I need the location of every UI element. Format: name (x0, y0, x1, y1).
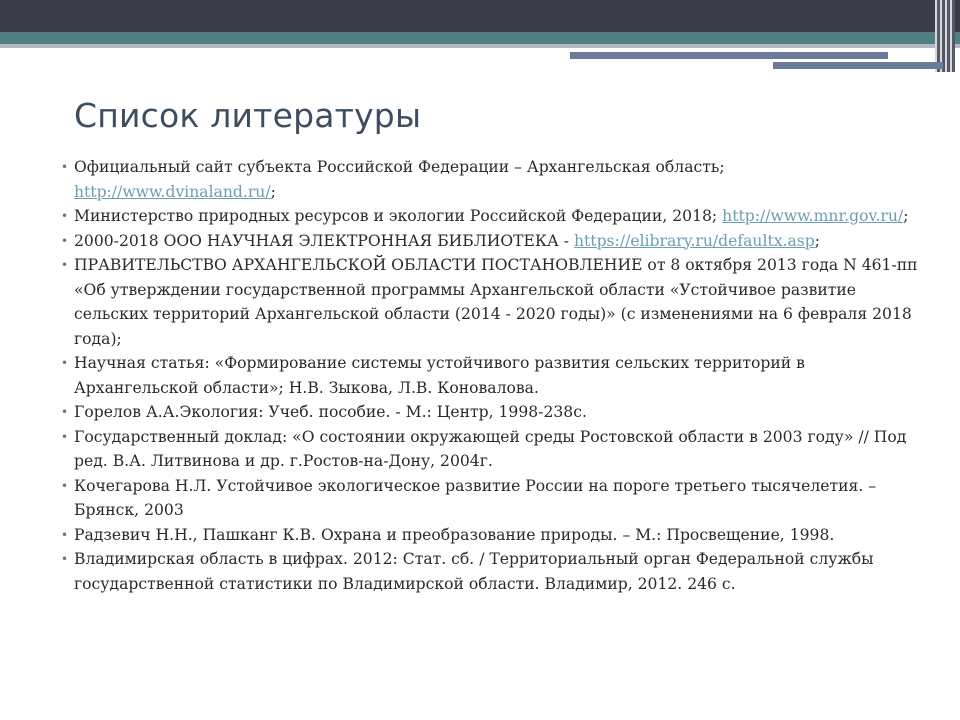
reference-link[interactable]: https://elibrary.ru/defaultx.asp (574, 231, 815, 250)
header-band-teal (0, 32, 960, 44)
reference-link[interactable]: http://www.dvinaland.ru/ (74, 182, 271, 201)
reference-link[interactable]: http://www.mnr.gov.ru/ (722, 207, 904, 225)
reference-item (60, 253, 920, 351)
reference-list (60, 155, 920, 596)
reference-text: Министерство природных ресурсов и экологии Российской Федерации, 2018; (74, 207, 718, 225)
reference-item (60, 229, 920, 254)
reference-item (60, 155, 920, 204)
reference-punctuation: ; (903, 207, 909, 225)
bullet-icon: • (61, 209, 69, 223)
reference-item (60, 204, 920, 229)
bullet-icon: • (61, 478, 69, 493)
bullet-icon: • (61, 233, 69, 248)
header-band-grey (0, 44, 960, 48)
bullet-icon: • (61, 356, 69, 370)
bullet-icon: • (61, 258, 69, 272)
reference-item (60, 523, 920, 548)
reference-text: Государственный доклад: «О состоянии окружающей среды Ростовской области в 2003 году» // Под ред. В.А. Литвинова и др. г.Ростов-на-Дону, 2004г. (74, 427, 907, 470)
bullet-icon: • (61, 552, 69, 566)
reference-item (60, 425, 920, 474)
reference-punctuation: ; (814, 231, 821, 250)
reference-text: Владимирская область в цифрах. 2012: Стат. сб. / Территориальный орган Федеральной службы государственной статистики по Владимирской области. Владимир, 2012. 246 с. (74, 550, 874, 593)
reference-text: Радзевич Н.Н., Пашканг К.В. Охрана и преобразование природы. – М.: Просвещение, 1998. (74, 525, 835, 544)
bullet-icon: • (61, 527, 69, 542)
reference-text: 2000-2018 ООО НАУЧНАЯ ЭЛЕКТРОННАЯ БИБЛИОТЕКА - (74, 231, 570, 250)
accent-bar-lower (773, 62, 943, 69)
accent-bar-upper (570, 52, 888, 59)
reference-item (60, 474, 920, 523)
header-band-dark (0, 0, 960, 32)
slide-title: Список литературы (74, 96, 422, 135)
reference-text: Горелов А.А.Экология: Учеб. пособие. - М.: Центр, 1998-238с. (74, 403, 587, 421)
bullet-icon: • (61, 429, 69, 444)
reference-text: Официальный сайт субъекта Российской Федерации – Архангельская область; (74, 158, 725, 176)
bullet-icon: • (61, 405, 69, 419)
bullet-icon: • (61, 160, 69, 174)
reference-item (60, 351, 920, 400)
reference-text: ПРАВИТЕЛЬСТВО АРХАНГЕЛЬСКОЙ ОБЛАСТИ ПОСТАНОВЛЕНИЕ от 8 октября 2013 года N 461-пп «Об утверждении государственной программы Архангельской области «Устойчивое развитие сельских территорий Архангельской области (2014 - 2020 годы)» (с изменениями на 6 февраля 2018 года); (74, 256, 918, 348)
reference-item (60, 400, 920, 425)
reference-text: Кочегарова Н.Л. Устойчивое экологическое развитие России на пороге третьего тысячелетия. – Брянск, 2003 (74, 476, 877, 519)
reference-punctuation: ; (270, 182, 276, 201)
reference-item (60, 547, 920, 596)
reference-text: Научная статья: «Формирование системы устойчивого развития сельских территорий в Архангельской области»; Н.В. Зыкова, Л.В. Коновалова. (74, 354, 805, 397)
